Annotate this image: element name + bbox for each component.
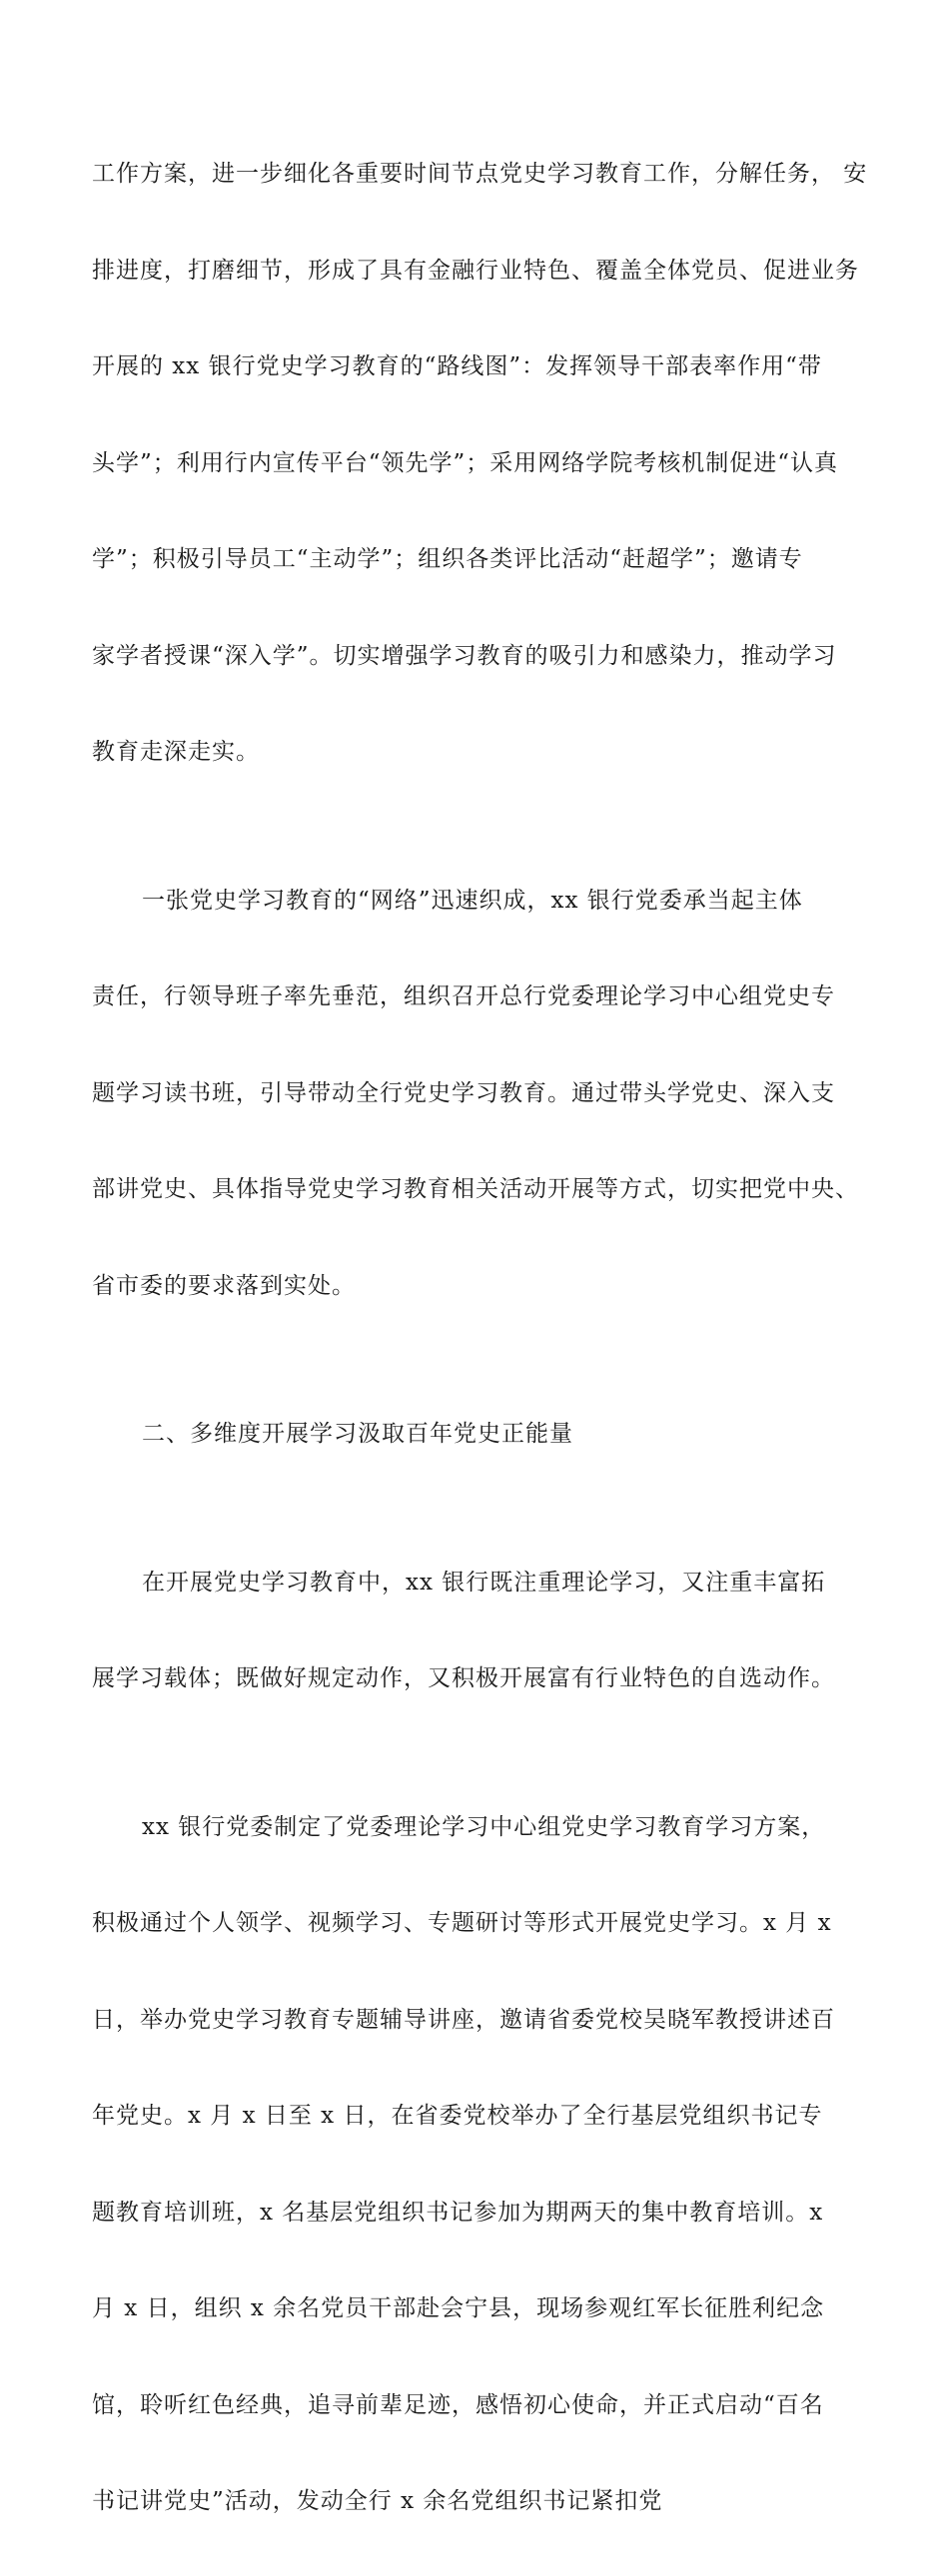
text-line: 年党史。x 月 x 日至 x 日，在省委党校举办了全行基层党组织书记专 <box>92 2103 823 2129</box>
text-line: 月 x 日，组织 x 余名党员干部赴会宁县，现场参观红军长征胜利纪念 <box>92 2295 825 2321</box>
paragraph-study-plan <box>92 1753 881 2576</box>
text-line: 工作方案，进一步细化各重要时间节点党史学习教育工作，分解任务， 安 <box>92 161 868 187</box>
paragraph-network <box>92 827 881 1361</box>
paragraph-work-plan <box>92 100 881 827</box>
text-line: 馆，聆听红色经典，追寻前辈足迹，感悟初心使命，并正式启动“百名 <box>92 2391 824 2418</box>
text-line: 题学习读书班，引导带动全行党史学习教育。通过带头学党史、深入支 <box>92 1079 835 1106</box>
text-line: 排进度，打磨细节，形成了具有金融行业特色、覆盖全体党员、促进业务 <box>92 257 859 284</box>
text-line: 开展的 xx 银行党史学习教育的“路线图”：发挥领导干部表率作用“带 <box>92 353 822 379</box>
heading-line: 二、多维度开展学习汲取百年党史正能量 <box>142 1421 573 1447</box>
text-line: 头学”；利用行内宣传平台“领先学”；采用网络学院考核机制促进“认真 <box>92 449 839 476</box>
text-line: 家学者授课“深入学”。切实增强学习教育的吸引力和感染力，推动学习 <box>92 642 837 669</box>
text-line: xx 银行党委制定了党委理论学习中心组党史学习教育学习方案， <box>142 1813 826 1840</box>
text-line: 一张党史学习教育的“网络”迅速织成，xx 银行党委承当起主体 <box>142 887 803 914</box>
section-heading <box>92 1360 881 1509</box>
text-line: 书记讲党史”活动，发动全行 x 余名党组织书记紧扣党 <box>92 2488 663 2514</box>
text-line: 展学习载体；既做好规定动作，又积极开展富有行业特色的自选动作。 <box>92 1665 835 1691</box>
text-line: 责任，行领导班子率先垂范，组织召开总行党委理论学习中心组党史专 <box>92 983 835 1009</box>
text-line: 学”；积极引导员工“主动学”；组织各类评比活动“赶超学”；邀请专 <box>92 546 803 572</box>
document-body <box>92 100 881 2576</box>
paragraph-learning-carriers <box>92 1509 881 1753</box>
text-line: 日，举办党史学习教育专题辅导讲座，邀请省委党校吴晓军教授讲述百 <box>92 2006 835 2033</box>
text-line: 积极通过个人领学、视频学习、专题研讨等形式开展党史学习。x 月 x <box>92 1910 832 1936</box>
text-line: 题教育培训班，x 名基层党组织书记参加为期两天的集中教育培训。x <box>92 2199 824 2226</box>
text-line: 省市委的要求落到实处。 <box>92 1272 356 1299</box>
text-line: 教育走深走实。 <box>92 739 260 765</box>
text-line: 部讲党史、具体指导党史学习教育相关活动开展等方式，切实把党中央、 <box>92 1176 859 1202</box>
text-line: 在开展党史学习教育中，xx 银行既注重理论学习，又注重丰富拓 <box>142 1569 826 1596</box>
